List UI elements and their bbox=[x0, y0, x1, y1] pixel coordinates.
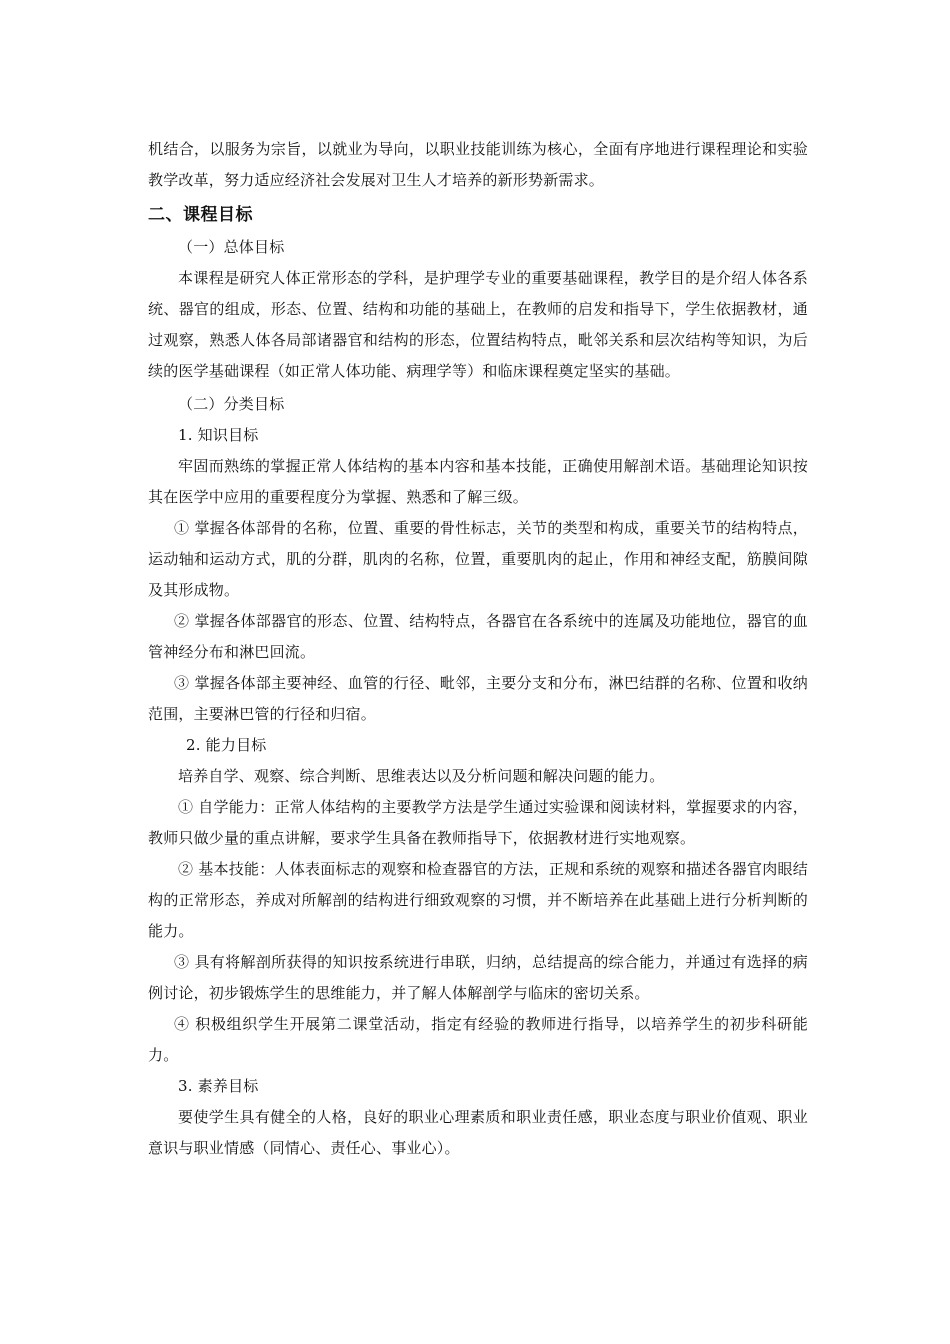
knowledge-goals-body: 牢固而熟练的掌握正常人体结构的基本内容和基本技能，正确使用解剖术语。基础理论知识按其在医学中应用的重要程度分为掌握、熟悉和了解三级。 bbox=[148, 457, 808, 506]
quality-goals-heading: 3. 素养目标 bbox=[178, 1077, 259, 1095]
knowledge-item-2: ② 掌握各体部器官的形态、位置、结构特点，各器官在各系统中的连属及功能地位，器官的血管神经分布和淋巴回流。 bbox=[148, 612, 808, 661]
subheading-overall-goals: （一）总体目标 bbox=[178, 238, 285, 256]
ability-goals-body: 培养自学、观察、综合判断、思维表达以及分析问题和解决问题的能力。 bbox=[178, 767, 665, 785]
ability-item-1: ① 自学能力：正常人体结构的主要教学方法是学生通过实验课和阅读材料，掌握要求的内容，教师只做少量的重点讲解，要求学生具备在教师指导下，依据教材进行实地观察。 bbox=[148, 798, 808, 847]
ability-item-4: ④ 积极组织学生开展第二课堂活动，指定有经验的教师进行指导，以培养学生的初步科研能力。 bbox=[148, 1015, 808, 1064]
intro-continuation: 机结合，以服务为宗旨，以就业为导向，以职业技能训练为核心，全面有序地进行课程理论和实验教学改革，努力适应经济社会发展对卫生人才培养的新形势新需求。 bbox=[148, 140, 808, 189]
section-heading-course-goals: 二、课程目标 bbox=[148, 205, 253, 225]
knowledge-item-1: ① 掌握各体部骨的名称，位置、重要的骨性标志，关节的类型和构成，重要关节的结构特点，运动轴和运动方式，肌的分群，肌肉的名称，位置，重要肌肉的起止，作用和神经支配，筋膜间隙及其形成物。 bbox=[148, 519, 808, 599]
knowledge-goals-heading: 1. 知识目标 bbox=[178, 426, 259, 444]
ability-item-2: ② 基本技能：人体表面标志的观察和检查器官的方法，正规和系统的观察和描述各器官肉眼结构的正常形态，养成对所解剖的结构进行细致观察的习惯，并不断培养在此基础上进行分析判断的能力。 bbox=[148, 860, 808, 940]
knowledge-item-3: ③ 掌握各体部主要神经、血管的行径、毗邻，主要分支和分布，淋巴结群的名称、位置和收纳范围，主要淋巴管的行径和归宿。 bbox=[148, 674, 808, 723]
ability-goals-heading: 2. 能力目标 bbox=[186, 736, 267, 754]
document-page bbox=[148, 134, 808, 1164]
subheading-categorized-goals: （二）分类目标 bbox=[178, 395, 285, 413]
quality-goals-body: 要使学生具有健全的人格，良好的职业心理素质和职业责任感，职业态度与职业价值观、职业意识与职业情感（同情心、责任心、事业心）。 bbox=[148, 1108, 808, 1157]
ability-item-3: ③ 具有将解剖所获得的知识按系统进行串联，归纳，总结提高的综合能力，并通过有选择的病例讨论，初步锻炼学生的思维能力，并了解人体解剖学与临床的密切关系。 bbox=[148, 953, 808, 1002]
overall-goals-body: 本课程是研究人体正常形态的学科，是护理学专业的重要基础课程，教学目的是介绍人体各系统、器官的组成，形态、位置、结构和功能的基础上，在教师的启发和指导下，学生依据教材，通过观察，熟悉人体各局部诸器官和结构的形态，位置结构特点，毗邻关系和层次结构等知识，为后续的医学基础课程（如正常人体功能、病理学等）和临床课程奠定坚实的基础。 bbox=[148, 269, 808, 380]
